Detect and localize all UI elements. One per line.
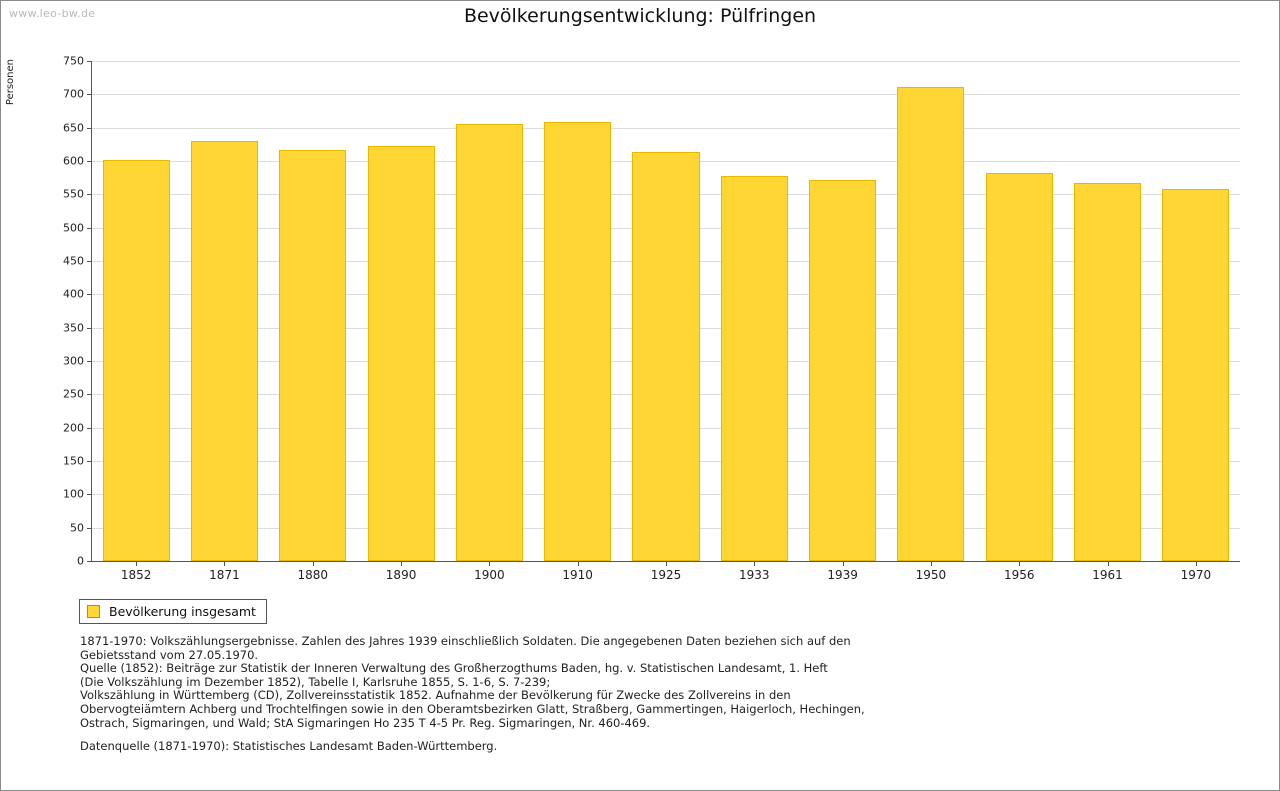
bar[interactable] — [191, 141, 258, 561]
x-axis-tick — [666, 561, 667, 566]
footnotes — [80, 635, 1210, 730]
x-axis-tick — [578, 561, 579, 566]
x-axis-tick — [224, 561, 225, 566]
bar-group — [92, 61, 180, 582]
y-axis-tick-label: 700 — [63, 87, 84, 101]
bar-group — [445, 61, 533, 582]
y-axis-tick-label: 600 — [63, 154, 84, 168]
y-axis-tick-label: 500 — [63, 221, 84, 235]
x-axis-tick — [401, 561, 402, 566]
bar[interactable] — [721, 176, 788, 561]
x-axis-tick — [843, 561, 844, 566]
bar-group — [1063, 61, 1151, 582]
y-axis-tick-label: 300 — [63, 354, 84, 368]
y-axis-tick-label: 450 — [63, 254, 84, 268]
bar[interactable] — [986, 173, 1053, 561]
x-axis-tick — [489, 561, 490, 566]
bar-group — [622, 61, 710, 582]
x-axis-tick-label: 1956 — [1003, 568, 1035, 582]
y-axis-label: Personen — [5, 59, 16, 106]
x-axis-tick-label: 1852 — [120, 568, 152, 582]
bar[interactable] — [809, 180, 876, 561]
bar-group — [534, 61, 622, 582]
y-axis-tick-label: 400 — [63, 287, 84, 301]
footnote-line: Quelle (1852): Beiträge zur Statistik der Inneren Verwaltung des Großherzogthums Baden, hg. v. Statistischen Landesamt, 1. Heft — [80, 661, 828, 676]
bar[interactable] — [544, 122, 611, 561]
x-axis-tick-label: 1890 — [385, 568, 417, 582]
x-axis-tick-label: 1970 — [1180, 568, 1212, 582]
legend-label: Bevölkerung insgesamt — [109, 604, 256, 619]
bar-group — [887, 61, 975, 582]
y-axis-tick-label: 0 — [77, 554, 84, 568]
plot-area — [63, 54, 1240, 582]
bar-group — [798, 61, 886, 582]
footnote-line: (Die Volkszählung im Dezember 1852), Tabelle I, Karlsruhe 1855, S. 1-6, S. 7-239; — [80, 674, 551, 689]
bar[interactable] — [897, 87, 964, 561]
bar[interactable] — [103, 160, 170, 561]
footnote-line: Ostrach, Sigmaringen, und Wald; StA Sigmaringen Ho 235 T 4-5 Pr. Reg. Sigmaringen, Nr. 460-469. — [80, 715, 651, 730]
x-axis-tick-label: 1910 — [562, 568, 593, 582]
y-axis-tick-label: 100 — [63, 487, 84, 501]
y-axis-tick-label: 350 — [63, 321, 84, 335]
bar-series — [92, 61, 1240, 582]
y-axis-tick — [87, 561, 92, 562]
x-axis-tick — [136, 561, 137, 566]
y-axis-tick-label: 50 — [70, 521, 84, 535]
y-axis-tick-label: 150 — [63, 454, 84, 468]
footnote-line: 1871-1970: Volkszählungsergebnisse. Zahlen des Jahres 1939 einschließlich Soldaten. Die angegebenen Daten beziehen sich auf den — [80, 634, 851, 648]
data-source-note: Datenquelle (1871-1970): Statistisches Landesamt Baden-Württemberg. — [80, 739, 498, 753]
bar-group — [710, 61, 798, 582]
x-axis-tick-label: 1939 — [827, 568, 858, 582]
bar[interactable] — [456, 124, 523, 561]
bar-group — [180, 61, 268, 582]
y-axis-tick-label: 650 — [63, 121, 84, 135]
footnote-line: Gebietsstand vom 27.05.1970. — [80, 647, 259, 662]
x-axis-tick — [1019, 561, 1020, 566]
x-axis-tick — [1196, 561, 1197, 566]
footnote-line: Volkszählung in Württemberg (CD), Zollvereinsstatistik 1852. Aufnahme der Bevölkerung für Zwecke des Zollvereins in den — [80, 688, 791, 703]
chart-legend — [79, 599, 267, 624]
x-axis-tick-label: 1900 — [474, 568, 505, 582]
page-title: Bevölkerungsentwicklung: Pülfringen — [463, 5, 817, 27]
x-axis-tick-label: 1950 — [915, 568, 947, 582]
x-axis-tick-label: 1925 — [650, 568, 682, 582]
watermark: www.leo-bw.de — [9, 7, 96, 20]
x-axis-tick — [313, 561, 314, 566]
x-axis-tick — [1108, 561, 1109, 566]
x-axis-tick — [931, 561, 932, 566]
bar[interactable] — [368, 146, 435, 561]
bar-group — [1152, 61, 1240, 582]
y-axis-tick-label: 550 — [63, 187, 84, 201]
x-axis-tick — [754, 561, 755, 566]
bar-group — [269, 61, 357, 582]
bar[interactable] — [1074, 183, 1141, 561]
y-axis-tick-label: 750 — [63, 54, 84, 68]
y-axis-tick-label: 250 — [63, 387, 84, 401]
y-axis-tick-label: 200 — [63, 421, 84, 435]
bar-group — [357, 61, 445, 582]
x-axis-tick-label: 1871 — [209, 568, 240, 582]
x-axis-tick-label: 1880 — [297, 568, 329, 582]
legend-swatch-icon — [87, 605, 100, 618]
bar[interactable] — [1162, 189, 1229, 561]
x-axis-tick-label: 1961 — [1092, 568, 1123, 582]
footnote-line: Obervogteiämtern Achberg und Trochtelfingen sowie in den Oberamtsbezirken Glatt, Straßberg, Gammertingen, Haigerloch, Hechingen, — [80, 701, 865, 716]
x-axis-tick-label: 1933 — [739, 568, 770, 582]
bar[interactable] — [279, 150, 346, 561]
bar[interactable] — [632, 152, 699, 561]
bar-group — [975, 61, 1063, 582]
